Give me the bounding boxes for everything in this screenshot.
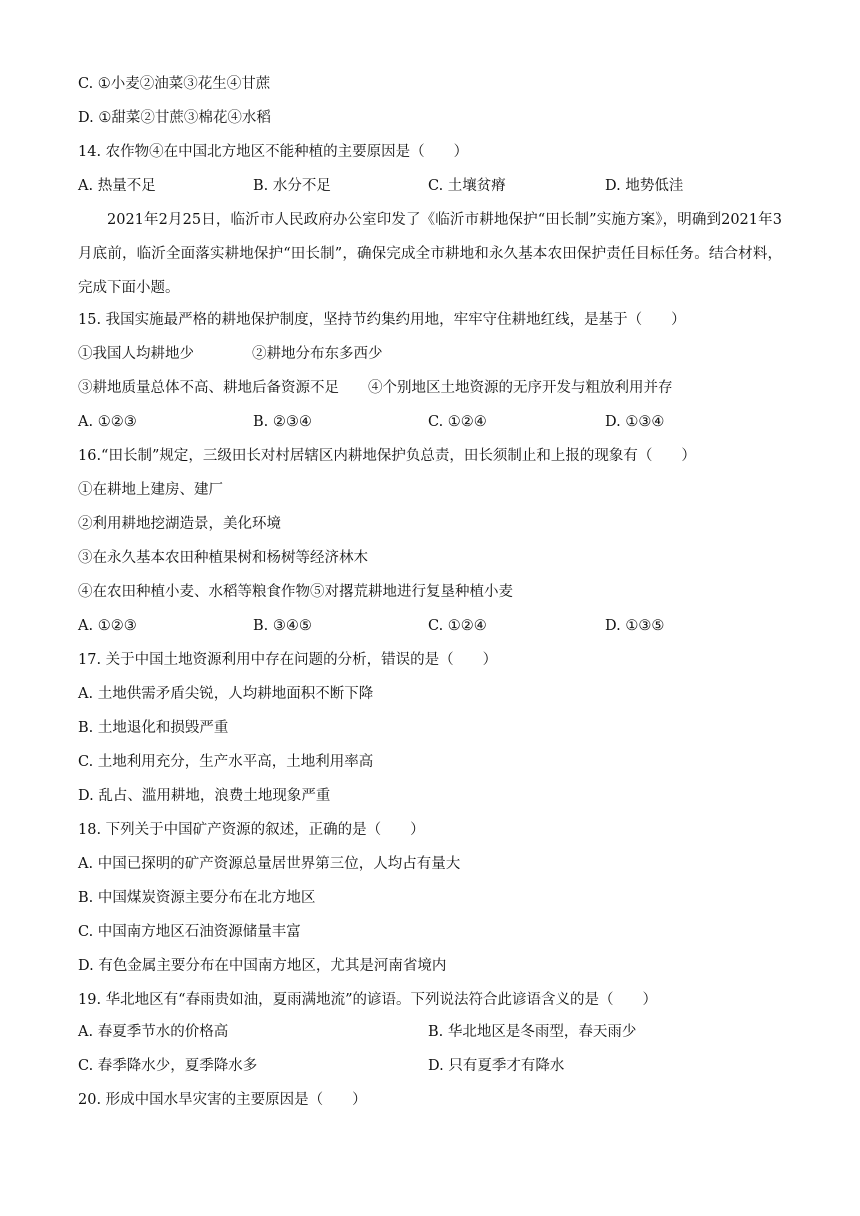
q14-option-a: A. 热量不足 (78, 178, 156, 194)
q18-option-d: D. 有色金属主要分布在中国南方地区，尤其是河南省境内 (78, 958, 447, 974)
q14-option-d: D. 地势低洼 (605, 178, 684, 194)
q19-option-d: D. 只有夏季才有降水 (428, 1058, 565, 1074)
question-19: 19. 华北地区有“春雨贵如油，夏雨满地流”的谚语。下列说法符合此谚语含义的是（ ） (78, 992, 657, 1008)
q17-option-c: C. 土地利用充分，生产水平高，土地利用率高 (78, 754, 374, 770)
q16-option-b: B. ③④⑤ (253, 618, 312, 634)
q16-option-d: D. ①③⑤ (605, 618, 665, 634)
material-paragraph: 2021年2月25日，临沂市人民政府办公室印发了《临沂市耕地保护“田长制”实施方案》，明确到2021年3月底前，临沂全面落实耕地保护“田长制”，确保完成全市耕地和永久基本农田保护责任目标任务。结合材料，完成下面小题。 (78, 212, 782, 296)
q18-option-b: B. 中国煤炭资源主要分布在北方地区 (78, 890, 316, 906)
q17-option-a: A. 土地供需矛盾尖锐，人均耕地面积不断下降 (78, 686, 374, 702)
question-16: 16.“田长制”规定，三级田长对村居辖区内耕地保护负总责，田长须制止和上报的现象有（ ） (78, 448, 696, 464)
q14-option-b: B. 水分不足 (253, 178, 331, 194)
question-15: 15. 我国实施最严格的耕地保护制度，坚持节约集约用地，牢牢守住耕地红线，是基于（ ） (78, 312, 686, 328)
q19-options-row-1 (78, 1022, 778, 1042)
q18-option-c: C. 中国南方地区石油资源储量丰富 (78, 924, 301, 940)
q15-options (78, 412, 778, 432)
q17-option-b: B. 土地退化和损毁严重 (78, 720, 229, 736)
question-20: 20. 形成中国水旱灾害的主要原因是（ ） (78, 1092, 367, 1108)
question-14: 14. 农作物④在中国北方地区不能种植的主要原因是（ ） (78, 144, 469, 160)
q14-option-c: C. 土壤贫瘠 (428, 178, 506, 194)
q15-statements-1: ①我国人均耕地少 ②耕地分布东多西少 (78, 346, 383, 362)
q16-statement-1: ①在耕地上建房、建厂 (78, 482, 223, 498)
q16-statement-3: ③在永久基本农田种植果树和杨树等经济林木 (78, 550, 368, 566)
q19-options-row-2 (78, 1056, 778, 1076)
q19-option-c: C. 春季降水少，夏季降水多 (78, 1058, 258, 1074)
q16-statement-4: ④在农田种植小麦、水稻等粮食作物⑤对撂荒耕地进行复垦种植小麦 (78, 584, 513, 600)
q16-option-a: A. ①②③ (78, 618, 137, 634)
q15-option-b: B. ②③④ (253, 414, 312, 430)
q19-option-a: A. 春夏季节水的价格高 (78, 1024, 229, 1040)
q16-options (78, 616, 778, 636)
question-18: 18. 下列关于中国矿产资源的叙述，正确的是（ ） (78, 822, 425, 838)
q18-option-a: A. 中国已探明的矿产资源总量居世界第三位，人均占有量大 (78, 856, 461, 872)
q14-options (78, 176, 778, 196)
q17-option-d: D. 乱占、滥用耕地，浪费土地现象严重 (78, 788, 331, 804)
q16-statement-2: ②利用耕地挖湖造景，美化环境 (78, 516, 281, 532)
q13-option-c: C. ①小麦②油菜③花生④甘蔗 (78, 76, 271, 92)
question-17: 17. 关于中国土地资源利用中存在问题的分析，错误的是（ ） (78, 652, 498, 668)
q15-option-c: C. ①②④ (428, 414, 487, 430)
q15-option-d: D. ①③④ (605, 414, 665, 430)
q16-option-c: C. ①②④ (428, 618, 487, 634)
q19-option-b: B. 华北地区是冬雨型，春天雨少 (428, 1024, 637, 1040)
q15-statements-2: ③耕地质量总体不高、耕地后备资源不足 ④个别地区土地资源的无序开发与粗放利用并存 (78, 380, 673, 396)
q13-option-d: D. ①甜菜②甘蔗③棉花④水稻 (78, 110, 271, 126)
q15-option-a: A. ①②③ (78, 414, 137, 430)
